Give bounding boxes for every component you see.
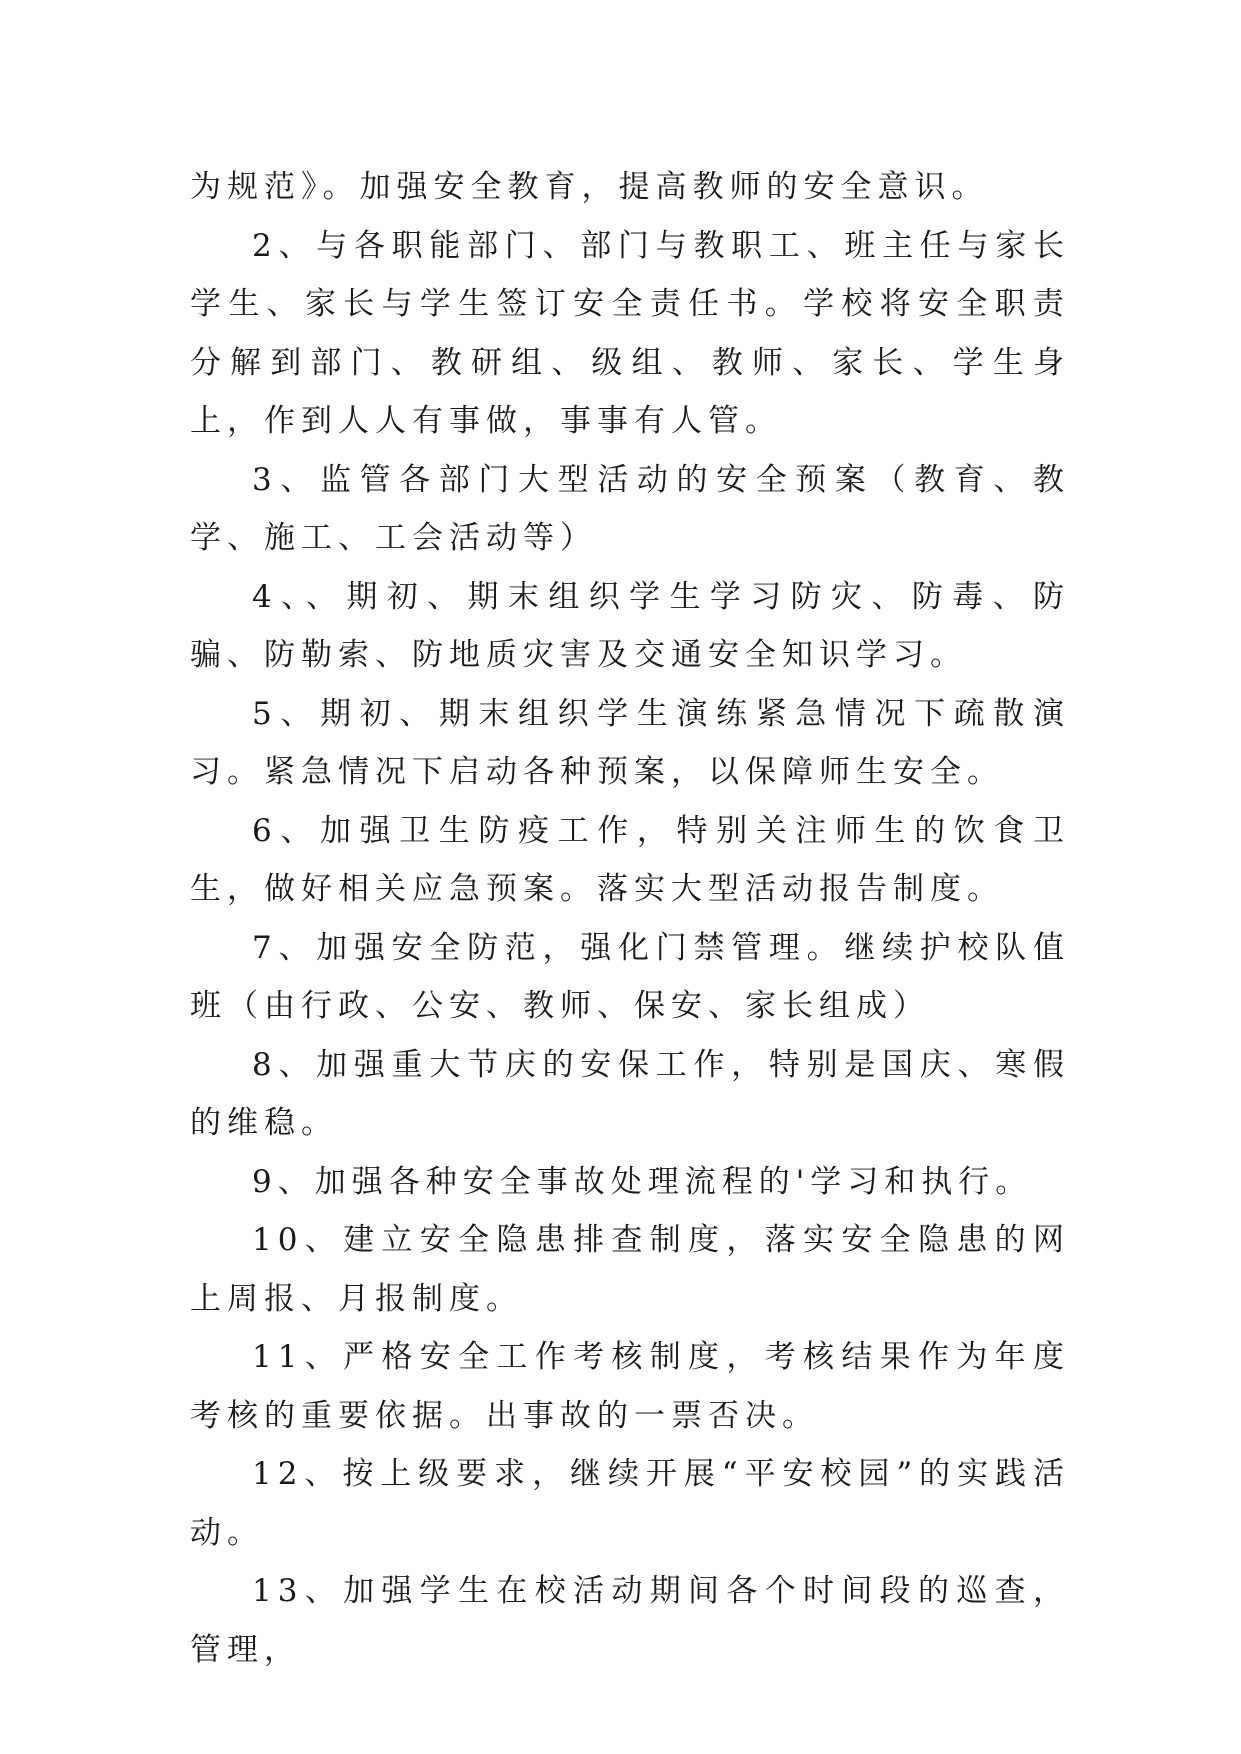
paragraph-item-9: 9、加强各种安全事故处理流程的'学习和执行。: [252, 1163, 1033, 1200]
paragraph-item-11: 11、严格安全工作考核制度，考核结果作为年度考核的重要依据。出事故的一票否决。: [190, 1339, 1070, 1434]
paragraph-item-4: 4、、期初、期末组织学生学习防灾、防毒、防骗、防勒索、防地质灾害及交通安全知识学习。: [190, 578, 1070, 673]
paragraph-item-10: 10、建立安全隐患排查制度，落实安全隐患的网上周报、月报制度。: [190, 1222, 1070, 1317]
paragraph-item-3: 3、监管各部门大型活动的安全预案（教育、教学、施工、工会活动等）: [190, 461, 1070, 556]
paragraph-item-2: 2、与各职能部门、部门与教职工、班主任与家长学生、家长与学生签订安全责任书。学校将安全职责分解到部门、教研组、级组、教师、家长、学生身上，作到人人有事做，事事有人管。: [190, 227, 1070, 439]
paragraph-item-13: 13、加强学生在校活动期间各个时间段的巡查，管理，: [190, 1573, 1070, 1668]
paragraph-item-12: 12、按上级要求，继续开展“平安校园”的实践活动。: [190, 1456, 1070, 1551]
paragraph-item-8: 8、加强重大节庆的安保工作，特别是国庆、寒假的维稳。: [190, 1046, 1070, 1141]
paragraph-item-5: 5、期初、期末组织学生演练紧急情况下疏散演习。紧急情况下启动各种预案，以保障师生安全。: [190, 695, 1070, 790]
document-body: [190, 158, 1070, 1679]
paragraph-item-7: 7、加强安全防范，强化门禁管理。继续护校队值班（由行政、公安、教师、保安、家长组成）: [190, 929, 1070, 1024]
paragraph-item-6: 6、加强卫生防疫工作，特别关注师生的饮食卫生，做好相关应急预案。落实大型活动报告制度。: [190, 812, 1070, 907]
paragraph-continuation: 为规范》。加强安全教育，提高教师的安全意识。: [190, 169, 989, 205]
